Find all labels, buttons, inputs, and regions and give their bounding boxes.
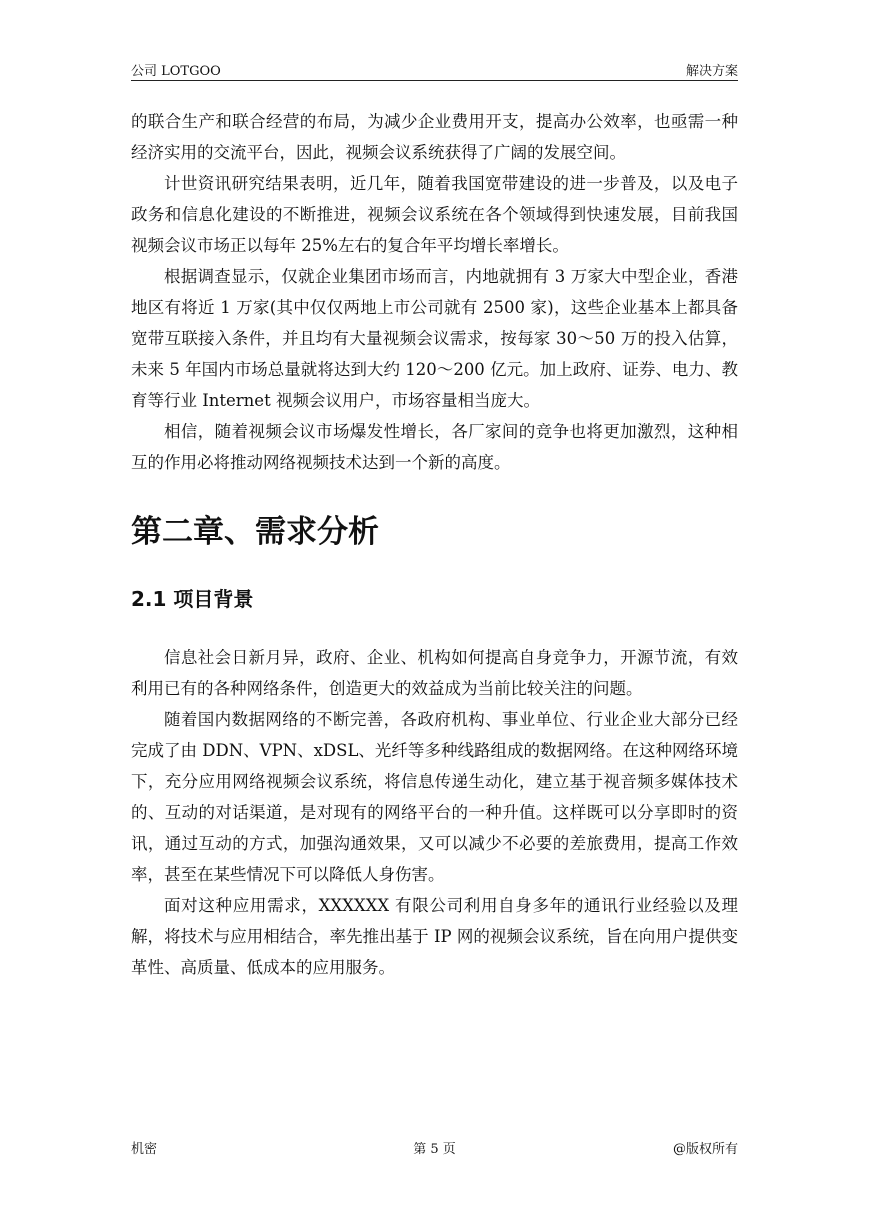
- page-header: [131, 58, 738, 81]
- paragraph: 随着国内数据网络的不断完善，各政府机构、事业单位、行业企业大部分已经完成了由 DDN、VPN、xDSL、光纤等多种线路组成的数据网络。在这种网络环境下，充分应用网络视频会议系统，将信息传递生动化，建立基于视音频多媒体技术的、互动的对话渠道，是对现有的网络平台的一种升值。这样既可以分享即时的资讯，通过互动的方式，加强沟通效果，又可以减少不必要的差旅费用，提高工作效率，甚至在某些情况下可以降低人身伤害。: [131, 710, 738, 884]
- paragraph: 相信，随着视频会议市场爆发性增长，各厂家间的竞争也将更加激烈，这种相互的作用必将推动网络视频技术达到一个新的高度。: [131, 422, 738, 472]
- chapter-title: 第二章、需求分析: [131, 514, 379, 550]
- paragraph: 面对这种应用需求，XXXXXX 有限公司利用自身多年的通讯行业经验以及理解，将技术与应用相结合，率先推出基于 IP 网的视频会议系统，旨在向用户提供变革性、高质量、低成本的应用服务。: [131, 896, 738, 977]
- footer-copyright: @版权所有: [672, 1142, 738, 1157]
- footer-confidential: 机密: [131, 1142, 158, 1157]
- page-content: [131, 106, 738, 983]
- section-title: 2.1 项目背景: [131, 587, 254, 611]
- paragraph: 的联合生产和联合经营的布局，为减少企业费用开支，提高办公效率，也亟需一种经济实用的交流平台，因此，视频会议系统获得了广阔的发展空间。: [131, 112, 738, 162]
- paragraph: 根据调查显示，仅就企业集团市场而言，内地就拥有 3 万家大中型企业，香港地区有将近 1 万家(其中仅仅两地上市公司就有 2500 家)，这些企业基本上都具备宽带互联接入条件，并且均有大量视频会议需求，按每家 30～50 万的投入估算，未来 5 年国内市场总量就将达到大约 120～200 亿元。加上政府、证券、电力、教育等行业 Internet 视频会议用户，市场容量相当庞大。: [131, 267, 738, 410]
- paragraph: 计世资讯研究结果表明，近几年，随着我国宽带建设的进一步普及，以及电子政务和信息化建设的不断推进，视频会议系统在各个领域得到快速发展，目前我国视频会议市场正以每年 25%左右的复合年平均增长率增长。: [131, 174, 738, 255]
- paragraph: 信息社会日新月异，政府、企业、机构如何提高自身竞争力，开源节流，有效利用已有的各种网络条件，创造更大的效益成为当前比较关注的问题。: [131, 648, 738, 698]
- page-number: 第 5 页: [413, 1142, 456, 1157]
- header-doc-type: 解决方案: [685, 64, 738, 79]
- header-company: 公司 LOTGOO: [131, 64, 221, 79]
